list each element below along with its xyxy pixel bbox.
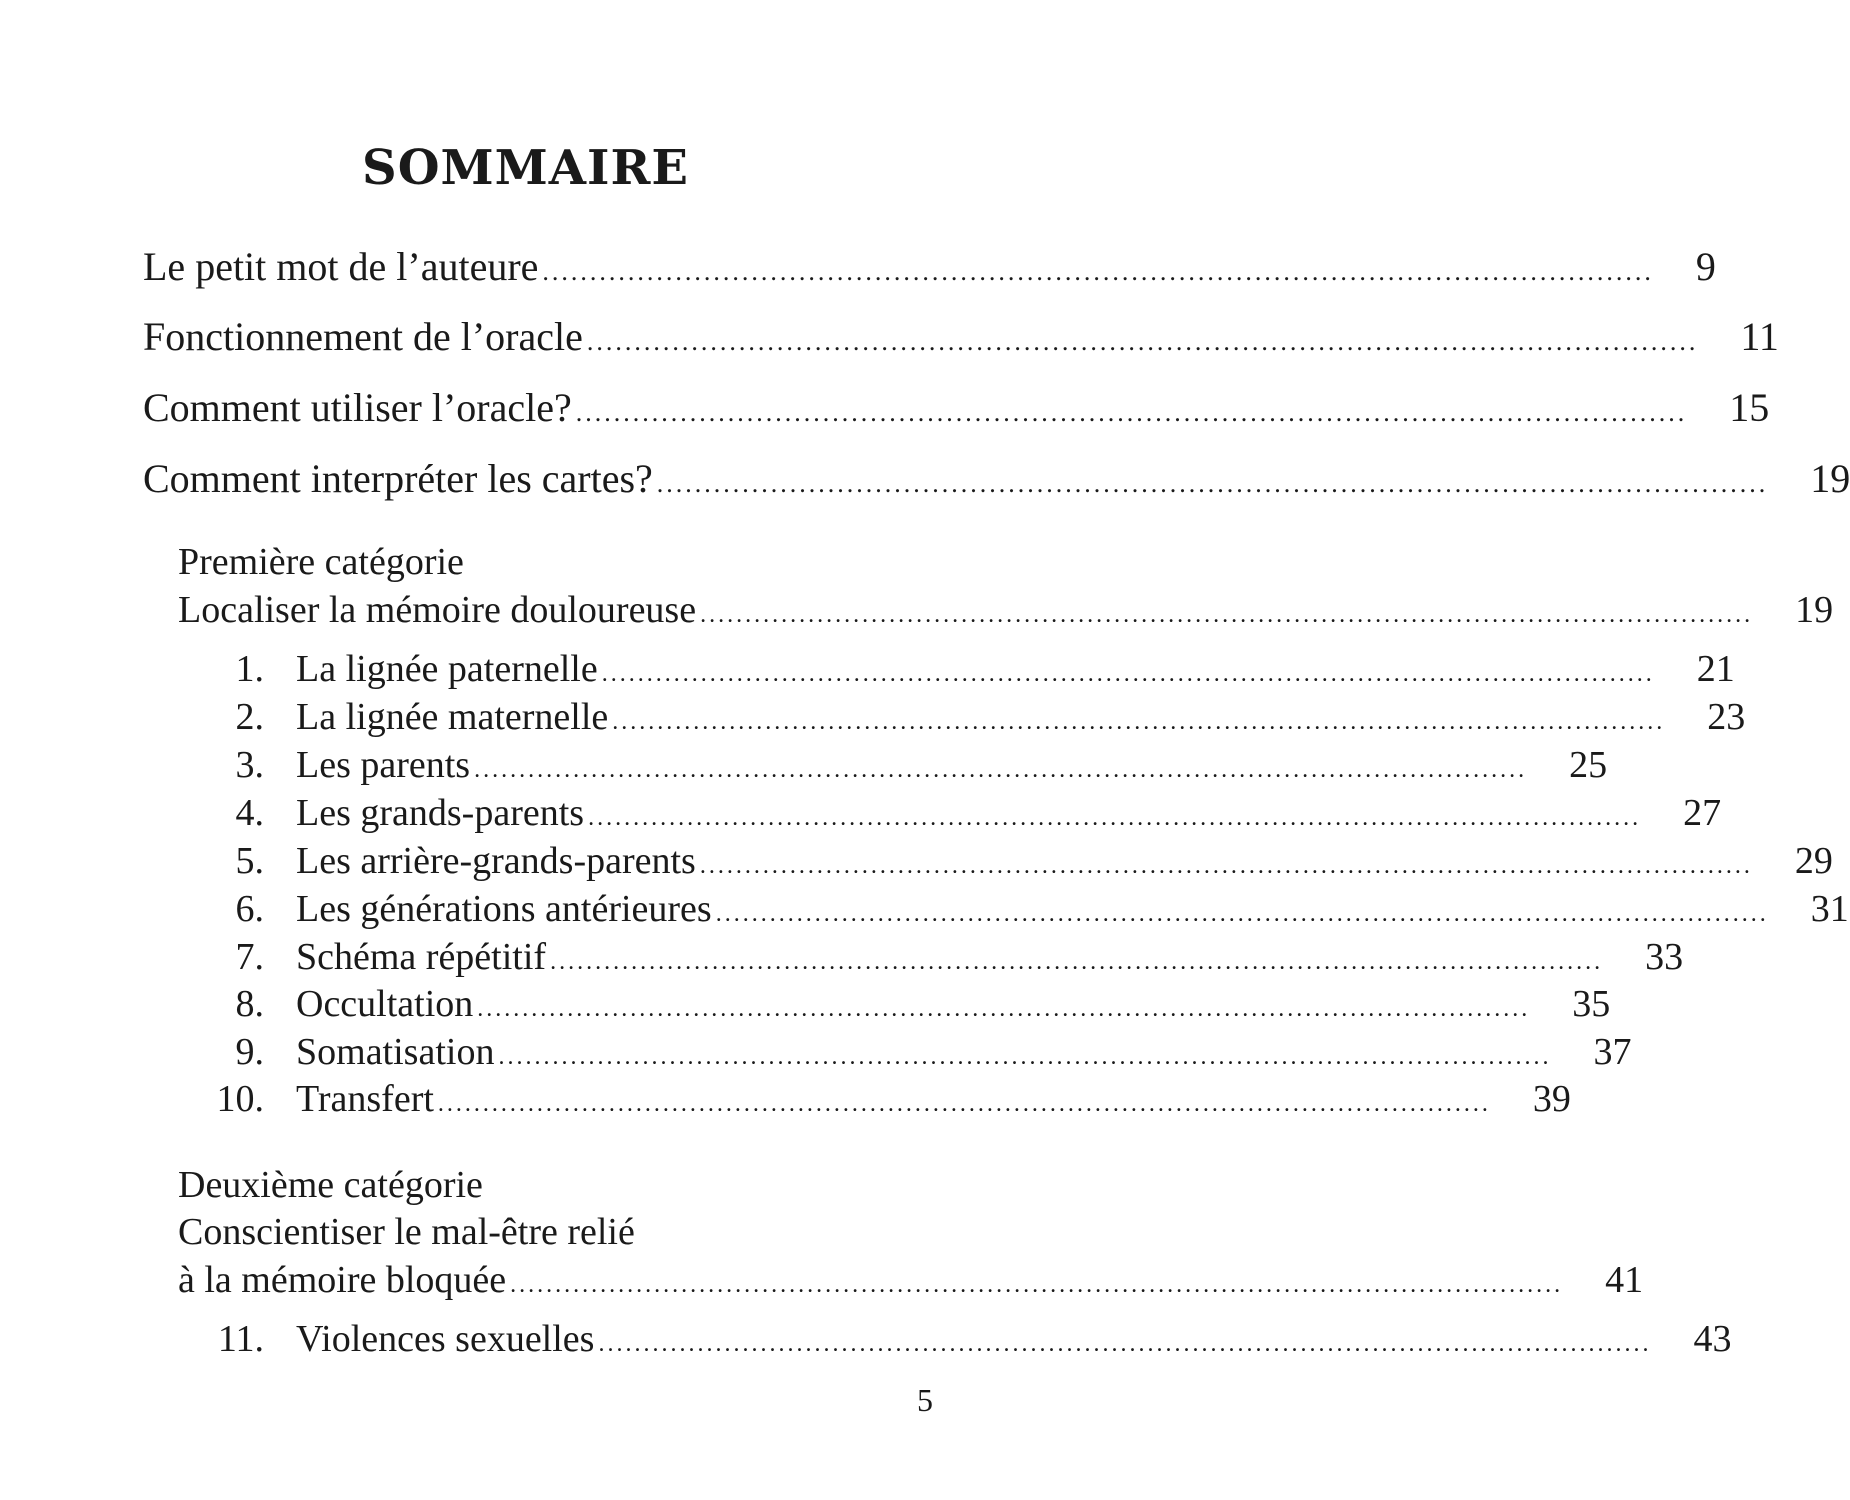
item-page: 39 — [1532, 1078, 1571, 1120]
item-page: 35 — [1572, 983, 1611, 1025]
item-page: 31 — [1810, 888, 1849, 930]
toc-entry-title: Comment interpréter les cartes? — [143, 456, 653, 501]
item-page: 25 — [1569, 744, 1608, 786]
item-title: La lignée paternelle — [296, 648, 598, 690]
page-title: SOMMAIRE — [362, 140, 689, 196]
toc-entry-page: 9 — [1695, 244, 1716, 289]
toc-entry[interactable] — [143, 454, 1850, 509]
dot-leader: ..................................................................................................................... — [575, 398, 1688, 427]
list-item[interactable] — [200, 646, 1735, 698]
item-page: 27 — [1683, 792, 1722, 834]
category-label: Deuxième catégorie — [178, 1164, 483, 1206]
dot-leader: ..................................................................................................................... — [477, 996, 1531, 1022]
item-title: Schéma répétitif — [296, 936, 547, 978]
item-title: La lignée maternelle — [296, 696, 609, 738]
item-number: 11. — [217, 1318, 264, 1360]
toc-entry[interactable] — [143, 312, 1779, 367]
item-number: 1. — [235, 648, 264, 690]
category-entry[interactable] — [178, 586, 1834, 639]
item-page: 37 — [1593, 1031, 1632, 1073]
toc-entry-title: Le petit mot de l’auteure — [143, 244, 539, 289]
list-item[interactable] — [200, 886, 1849, 938]
category-label: Première catégorie — [178, 541, 464, 583]
toc-entry-page: 19 — [1810, 456, 1850, 501]
dot-leader: ..................................................................................................................... — [656, 469, 1769, 498]
list-item[interactable] — [200, 1076, 1571, 1128]
dot-leader: ..................................................................................................................... — [588, 805, 1642, 831]
category-subtitle: Conscientiser le mal-être relié — [178, 1211, 635, 1253]
dot-leader: ..................................................................................................................... — [598, 1331, 1652, 1357]
dot-leader: ..................................................................................................................... — [510, 1272, 1564, 1298]
item-title: Somatisation — [296, 1031, 495, 1073]
dot-leader: ..................................................................................................................... — [601, 661, 1655, 687]
list-item[interactable] — [200, 1316, 1732, 1368]
item-title: Les générations antérieures — [296, 888, 712, 930]
list-item[interactable] — [200, 838, 1833, 890]
item-title: Violences sexuelles — [296, 1318, 595, 1360]
dot-leader: ..................................................................................................................... — [542, 257, 1654, 286]
item-number: 5. — [235, 840, 264, 882]
dot-leader: ..................................................................................................................... — [715, 901, 1769, 927]
category-entry[interactable] — [178, 1256, 1644, 1309]
dot-leader: ..................................................................................................................... — [700, 602, 1754, 628]
category-page: 41 — [1605, 1259, 1644, 1301]
toc-entry-title: Fonctionnement de l’oracle — [143, 314, 583, 359]
item-title: Les arrière-grands-parents — [296, 840, 696, 882]
dot-leader: ..................................................................................................................... — [498, 1044, 1552, 1070]
dot-leader: ..................................................................................................................... — [437, 1091, 1491, 1117]
item-page: 43 — [1693, 1318, 1732, 1360]
dot-leader: ..................................................................................................................... — [699, 853, 1753, 879]
category-title: à la mémoire bloquée — [178, 1259, 507, 1301]
list-item[interactable] — [200, 694, 1746, 746]
item-title: Les parents — [296, 744, 471, 786]
item-title: Occultation — [296, 983, 474, 1025]
item-title: Les grands-parents — [296, 792, 585, 834]
category-page: 19 — [1795, 589, 1834, 631]
list-item[interactable] — [200, 934, 1684, 986]
item-number: 9. — [235, 1031, 264, 1073]
toc-entry[interactable] — [143, 242, 1716, 297]
page-number: 5 — [917, 1382, 933, 1418]
dot-leader: ..................................................................................................................... — [550, 949, 1604, 975]
list-item[interactable] — [200, 742, 1608, 794]
list-item[interactable] — [200, 981, 1611, 1033]
item-number: 10. — [216, 1078, 264, 1120]
item-page: 29 — [1794, 840, 1833, 882]
item-number: 2. — [235, 696, 264, 738]
toc-entry-page: 11 — [1740, 314, 1779, 359]
item-page: 33 — [1645, 936, 1684, 978]
item-number: 6. — [235, 888, 264, 930]
item-number: 3. — [235, 744, 264, 786]
item-number: 7. — [235, 936, 264, 978]
category-title: Localiser la mémoire douloureuse — [178, 589, 697, 631]
dot-leader: ..................................................................................................................... — [586, 327, 1699, 356]
item-number: 4. — [235, 792, 264, 834]
item-title: Transfert — [296, 1078, 434, 1120]
toc-entry-title: Comment utiliser l’oracle? — [143, 385, 572, 430]
item-page: 21 — [1696, 648, 1735, 690]
list-item[interactable] — [200, 1029, 1632, 1081]
list-item[interactable] — [200, 790, 1722, 842]
item-number: 8. — [235, 983, 264, 1025]
item-page: 23 — [1707, 696, 1746, 738]
dot-leader: ..................................................................................................................... — [612, 709, 1666, 735]
toc-entry[interactable] — [143, 383, 1770, 438]
dot-leader: ..................................................................................................................... — [474, 757, 1528, 783]
toc-entry-page: 15 — [1729, 385, 1770, 430]
